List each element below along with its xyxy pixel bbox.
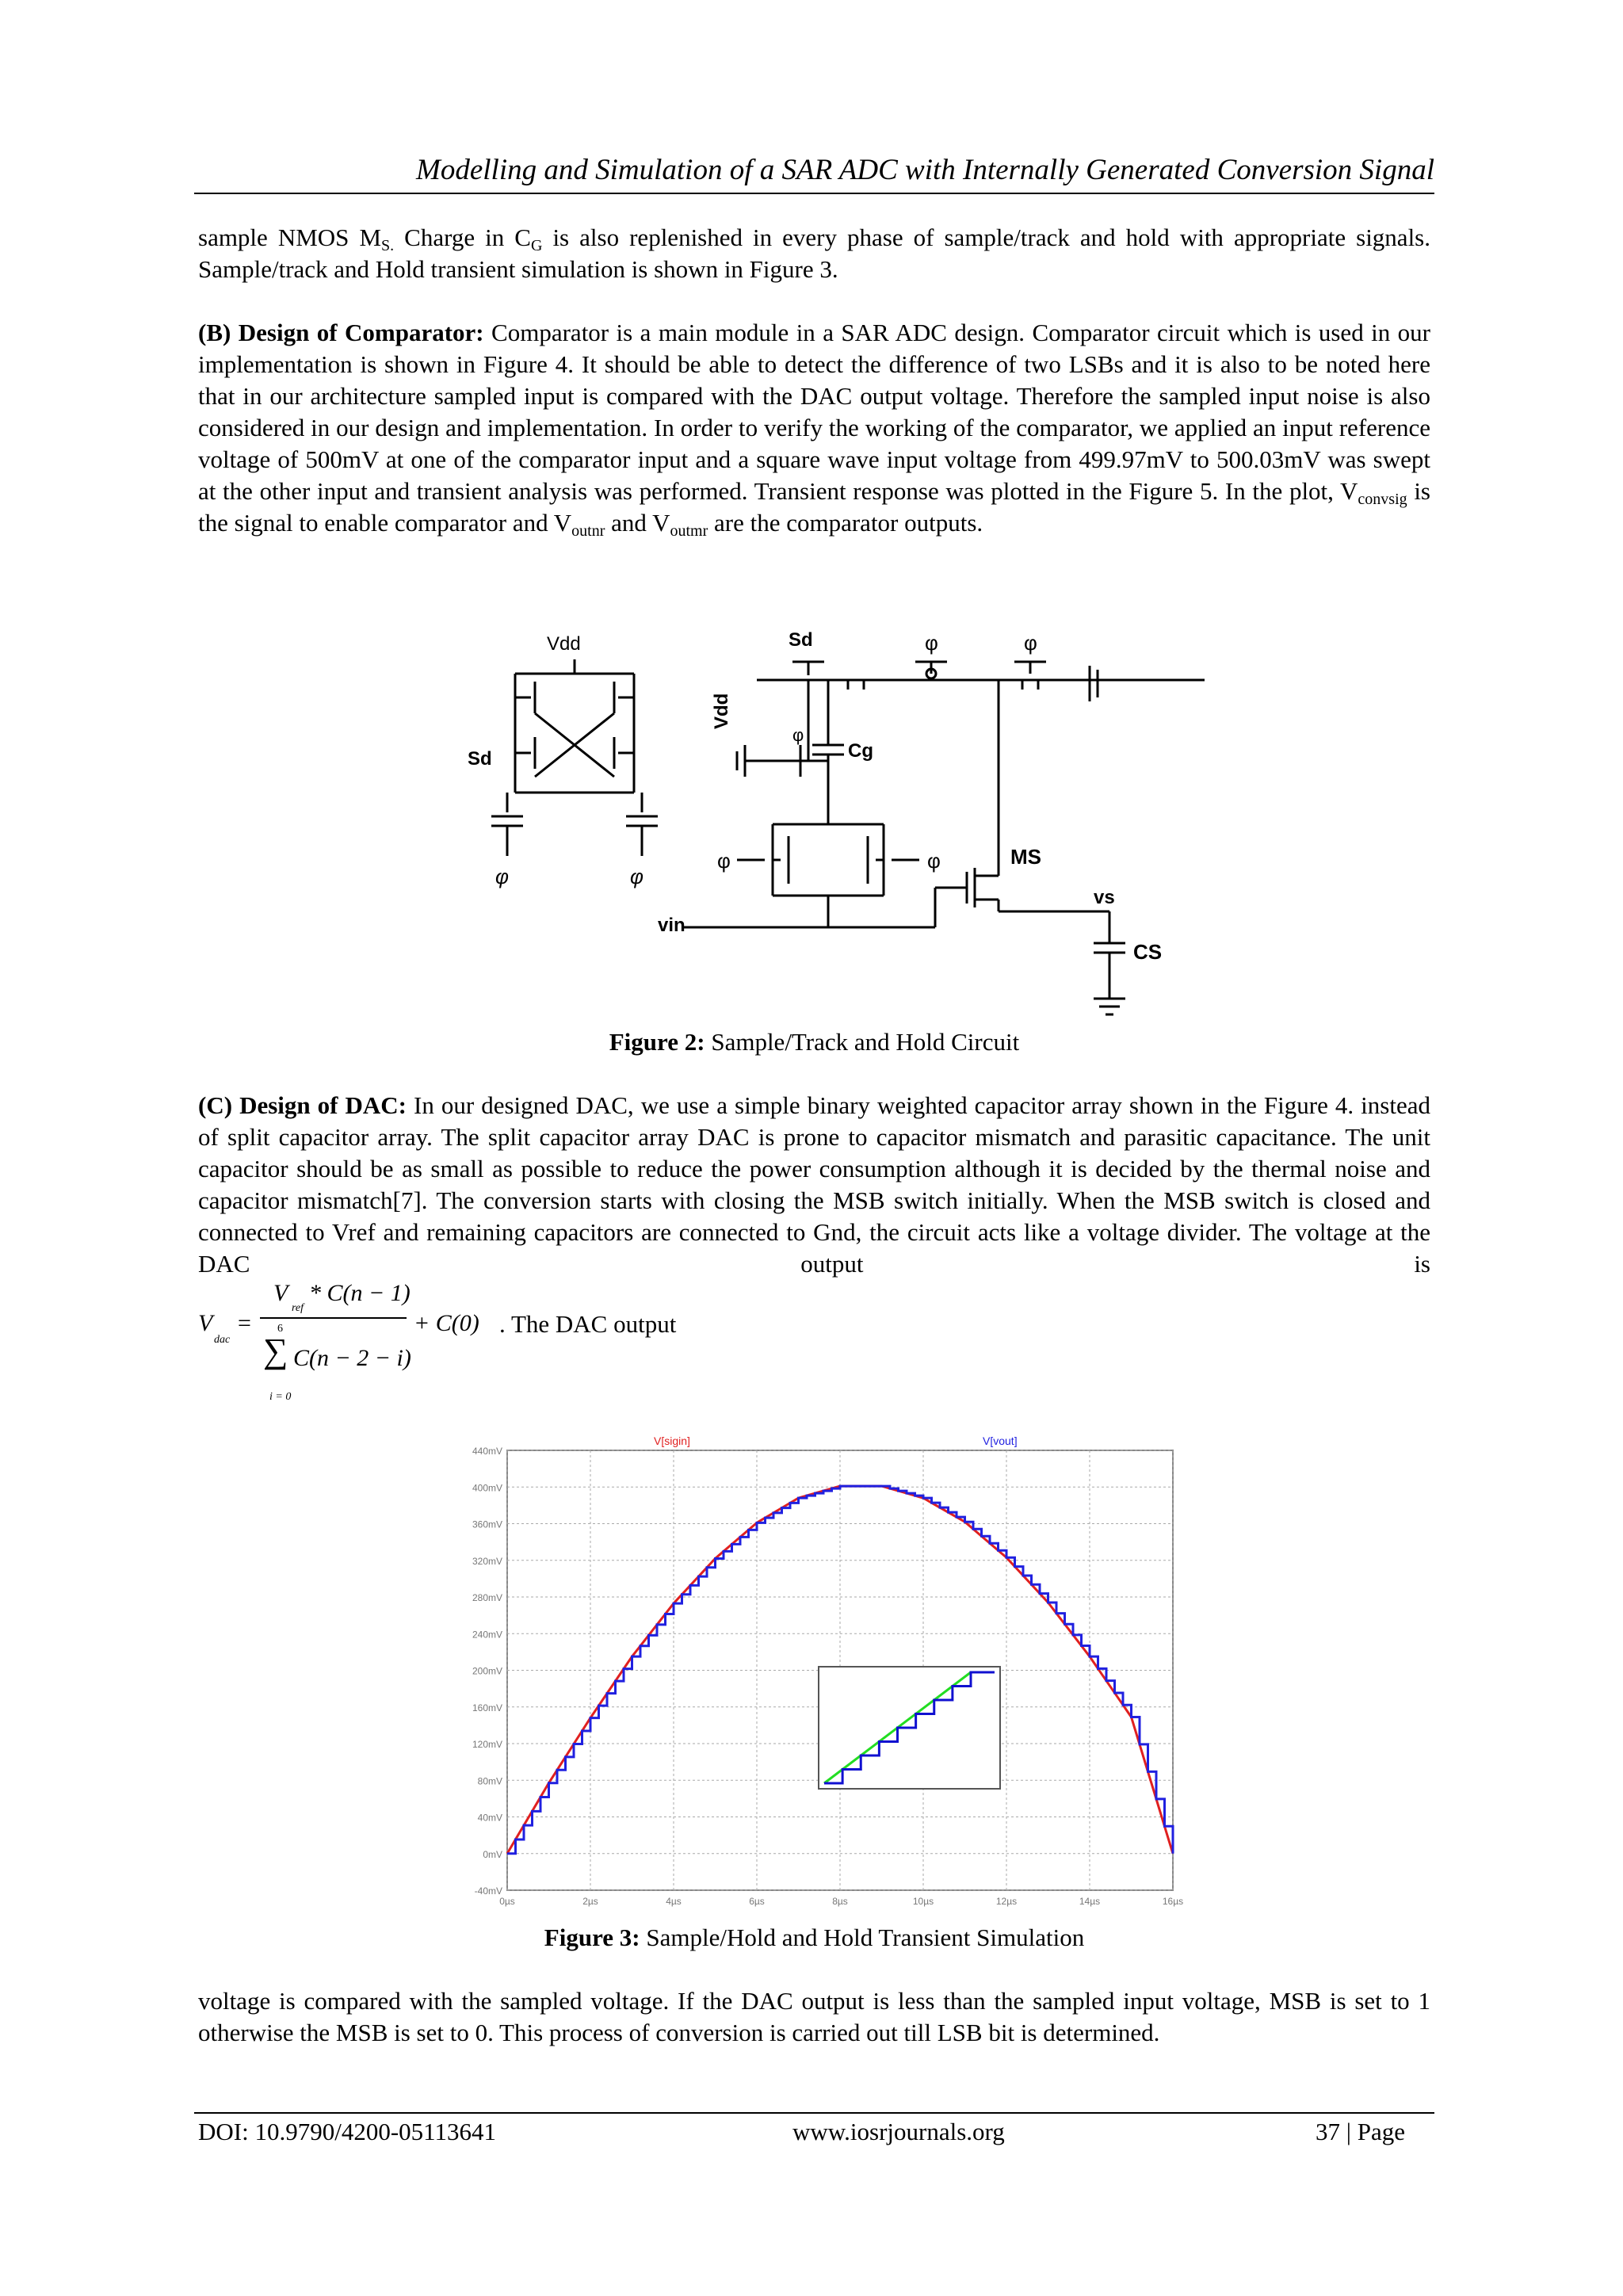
footer-website: www.iosrjournals.org: [792, 2118, 1005, 2145]
figure-2-caption: Figure 2: Sample/Track and Hold Circuit: [609, 1028, 1020, 1056]
sd-top-label: Sd: [789, 629, 813, 651]
figure-3-caption: Figure 3: Sample/Hold and Hold Transient Simulation: [544, 1924, 1085, 1951]
x-tick-label: 10µs: [912, 1896, 934, 1907]
footer-doi: DOI: 10.9790/4200-05113641: [198, 2118, 496, 2145]
vdd-label: Vdd: [547, 633, 581, 655]
y-tick-label: 160mV: [472, 1702, 502, 1713]
vs-label: vs: [1094, 887, 1115, 908]
x-tick-label: 0µs: [499, 1896, 515, 1907]
ms-label: MS: [1010, 845, 1041, 869]
legend-vout: V[vout]: [983, 1435, 1018, 1447]
phi-s-left-label: φ: [495, 865, 509, 888]
x-tick-label: 6µs: [749, 1896, 765, 1907]
phi-tg-label: φ: [927, 849, 941, 873]
x-tick-label: 14µs: [1079, 1896, 1101, 1907]
sd-left-label: Sd: [468, 748, 492, 770]
sample-track-hold-circuit: [468, 626, 1163, 1022]
footer-page-number: 37 | Page: [1316, 2118, 1405, 2145]
transient-simulation-chart: [460, 1431, 1184, 1914]
y-tick-label: 200mV: [472, 1665, 502, 1677]
vdd-vertical-label: Vdd: [711, 693, 732, 729]
y-tick-label: 80mV: [477, 1775, 502, 1787]
y-tick-label: -40mV: [474, 1885, 502, 1897]
vin-label: vin: [658, 915, 685, 936]
phi-bar-tg-label: φ: [717, 849, 731, 873]
phi-s-small-label: φ: [792, 725, 804, 745]
y-tick-label: 240mV: [472, 1629, 502, 1641]
x-tick-label: 2µs: [582, 1896, 598, 1907]
x-tick-label: 12µs: [995, 1896, 1018, 1907]
paragraph-sample-hold: sample NMOS $M_{S.}$ Charge in $C_G$ is also replenished in every phase of sample/track and hold with appropriate signals. Sample/track and Hold transient simulation is shown in Figure 3.: [198, 223, 1430, 283]
phi-bar-right-label: φ: [1024, 631, 1037, 655]
y-tick-label: 440mV: [472, 1446, 502, 1457]
y-tick-label: 120mV: [472, 1739, 502, 1750]
paragraph-comparator: (B) Design of Comparator: Comparator is a main module in a SAR ADC design. Comparator circuit which is used in our implementation is shown in Figure 4. It should be able to detect the difference of two LSBs and it is also to be noted here that in our architecture sampled input is compared with the DAC output voltage. Therefore the sampled input noise is also considered in our design and implementation. In order to verify the working of the comparator, we applied an input reference voltage of 500mV at one of the comparator input and a square wave input voltage from 499.97mV to 500.03mV was swept at the other input and transient analysis was performed. Transient response was plotted in the Figure 5. In the plot, $V_{convsig}$ is the signal to enable comparator and $V_{outnr}$ and $V_{outmr}$ are the comparator outputs.: [198, 319, 1430, 540]
y-tick-label: 40mV: [477, 1812, 502, 1824]
paragraph-conversion: voltage is compared with the sampled voltage. If the DAC output is less than the sampled input voltage, MSB is set to 1 otherwise the MSB is set to 0. This process of conversion is carried out till LSB bit is determined.: [198, 1987, 1430, 2046]
paragraph-dac: (C) Design of DAC: In our designed DAC, we use a simple binary weighted capacitor array shown in the Figure 4. instead of split capacitor array. The split capacitor array DAC is prone to capacitor mismatch and parasitic capacitance. The unit capacitor should be as small as possible to reduce the power consumption although it is decided by the thermal noise and capacitor mismatch[7]. The conversion starts with closing the MSB switch initially. When the MSB switch is closed and connected to Vref and remaining capacitors are connected to Gnd, the circuit acts like a voltage divider. The voltage at the DAC output is: [198, 1091, 1430, 1278]
legend-sigin: V[sigin]: [654, 1435, 690, 1447]
y-tick-label: 400mV: [472, 1482, 502, 1494]
x-tick-label: 4µs: [666, 1896, 682, 1907]
y-tick-label: 360mV: [472, 1519, 502, 1530]
header-rule: [194, 193, 1434, 194]
x-tick-label: 8µs: [832, 1896, 848, 1907]
y-tick-label: 0mV: [483, 1848, 502, 1860]
phi-s-right-label: φ: [630, 865, 643, 888]
x-tick-label: 16µs: [1162, 1896, 1184, 1907]
phi-bar-top-label: φ: [925, 631, 938, 655]
y-tick-label: 320mV: [472, 1555, 502, 1567]
running-header: Modelling and Simulation of a SAR ADC with Internally Generated Conversion Signal: [416, 154, 1434, 186]
cg-label: Cg: [848, 740, 873, 762]
cs-label: CS: [1133, 940, 1163, 964]
footer-rule: [194, 2112, 1434, 2114]
dac-equation: V dac = V ref * C(n − 1) 6 ∑ C(n − 2 − i) i = 0 + C(0) . The DAC output: [198, 1280, 677, 1403]
y-tick-label: 280mV: [472, 1592, 502, 1603]
